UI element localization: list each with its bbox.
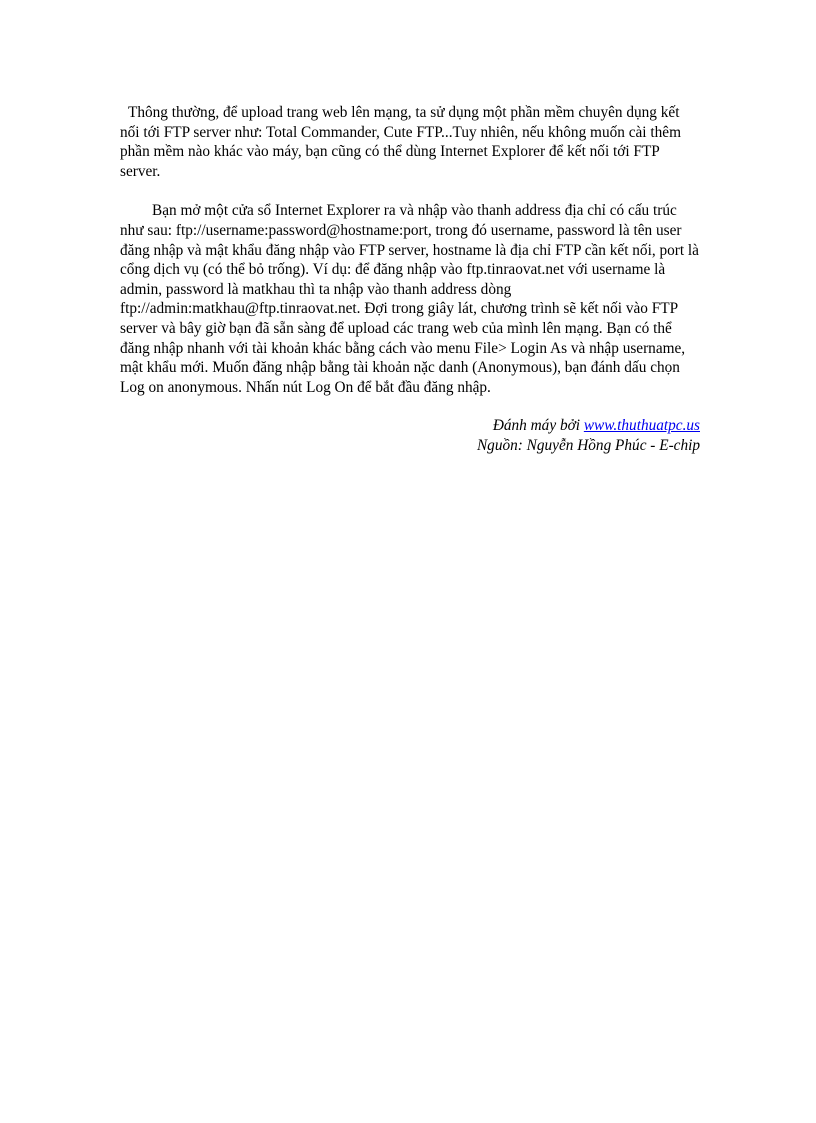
intro-paragraph: Thông thường, để upload trang web lên mạng, ta sử dụng một phần mềm chuyên dụng kết nối tới FTP server như: Total Commander, Cute FTP...Tuy nhiên, nếu không muốn cài thêm phần mềm nào khác vào máy, bạn cũng có thể dùng Internet Explorer để kết nối tới FTP server. bbox=[120, 104, 681, 180]
instructions-paragraph: Bạn mở một cửa sổ Internet Explorer ra và nhập vào thanh address địa chỉ có cấu trúc như sau: ftp://username:password@hostname:port, trong đó username, password là tên user đăng nhập và mật khẩu đăng nhập vào FTP server, hostname là địa chỉ FTP cần kết nối, port là cổng dịch vụ (có thể bỏ trống). Ví dụ: để đăng nhập vào ftp.tinraovat.net với username là admin, password là matkhau thì ta nhập vào thanh address dòng ftp://admin:matkhau@ftp.tinraovat.net. Đợi trong giây lát, chương trình sẽ kết nối vào FTP server và bây giờ bạn đã sẵn sàng để upload các trang web của mình lên mạng. Bạn có thể đăng nhập nhanh với tài khoản khác bằng cách vào menu File> Login As và nhập username, mật khẩu mới. Muốn đăng nhập bằng tài khoản nặc danh (Anonymous), bạn đánh dấu chọn Log on anonymous. Nhấn nút Log On để bắt đầu đăng nhập. bbox=[120, 202, 699, 396]
credits-block bbox=[120, 416, 700, 455]
document-page bbox=[120, 103, 700, 456]
typed-by-line bbox=[120, 416, 700, 436]
typed-by-link[interactable]: www.thuthuatpc.us bbox=[583, 417, 700, 435]
source-line: Nguồn: Nguyễn Hồng Phúc - E-chip bbox=[476, 436, 700, 454]
paragraph-spacer bbox=[120, 181, 700, 201]
typed-by-label: Đánh máy bởi bbox=[492, 417, 581, 435]
